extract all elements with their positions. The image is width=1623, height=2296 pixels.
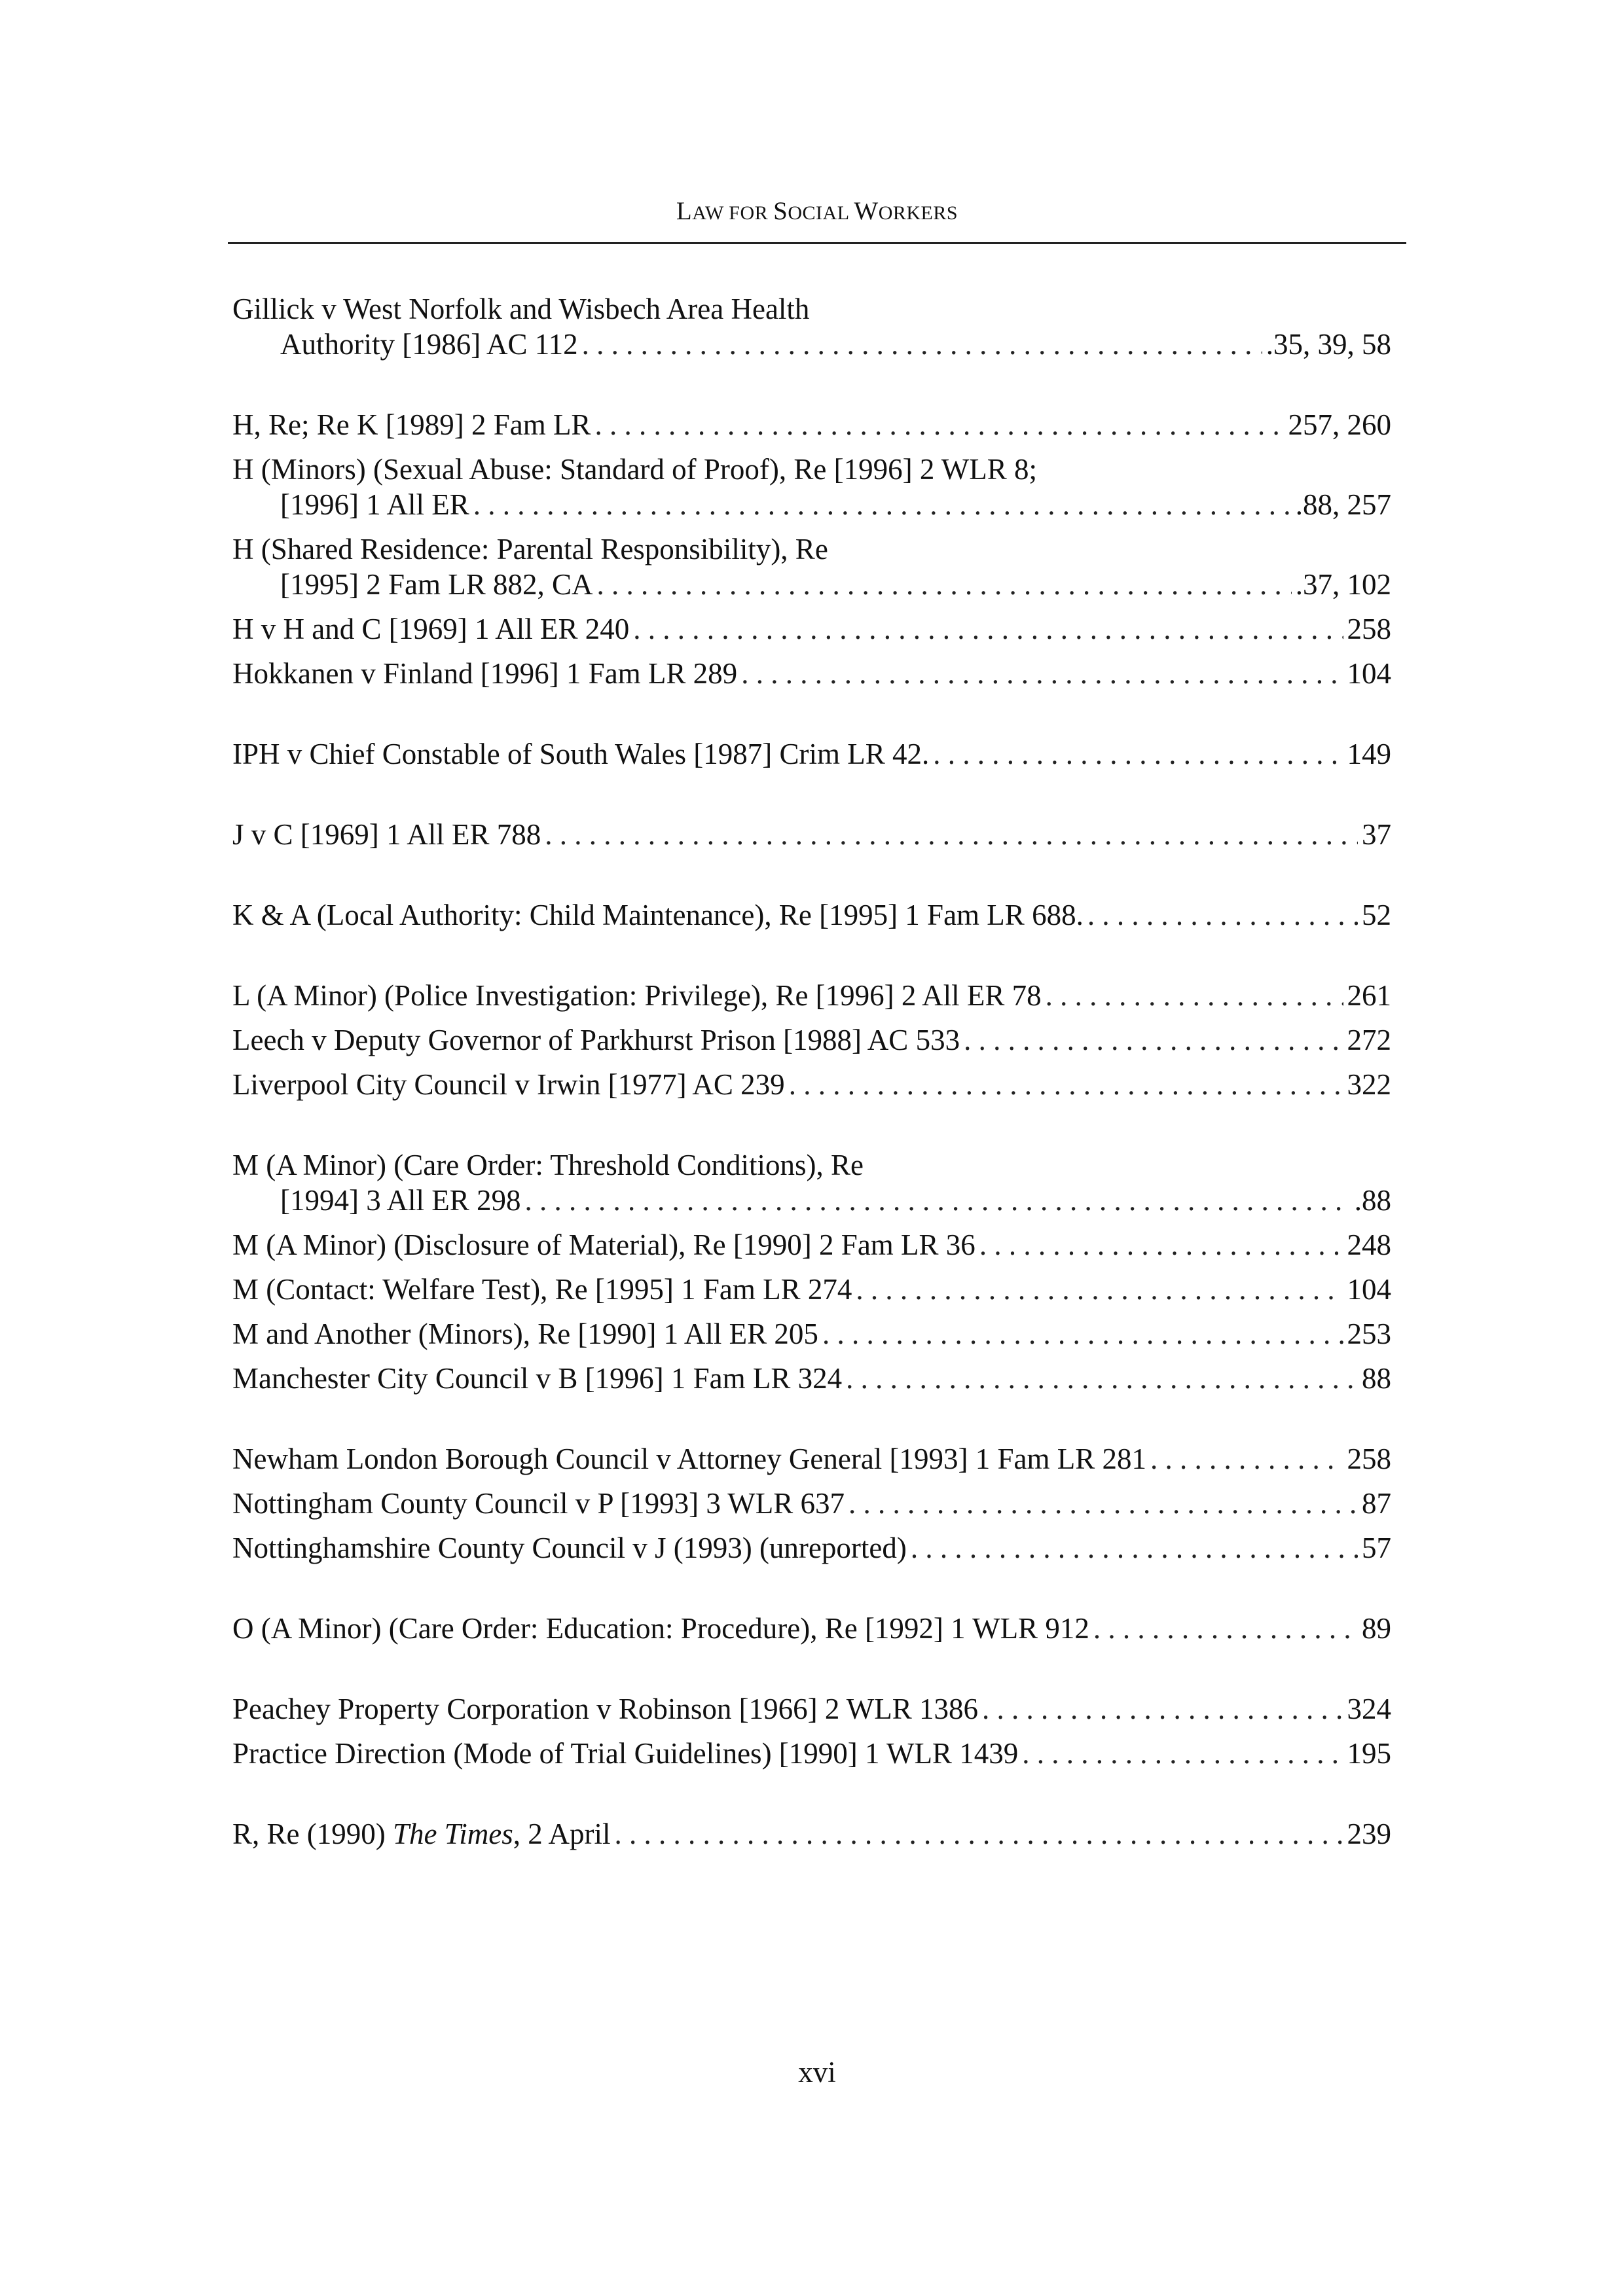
case-citation-line <box>232 736 1391 772</box>
dot-leader <box>525 1183 1351 1218</box>
case-citation-text <box>232 1816 611 1852</box>
case-citation: Manchester City Council v B [1996] 1 Fam LR 324 <box>232 1362 843 1395</box>
case-citation-line <box>232 1530 1391 1566</box>
case-citation-text <box>280 567 593 602</box>
page-references: 258 <box>1347 613 1391 645</box>
case-citation: Nottingham County Council v P [1993] 3 WLR 637 <box>232 1487 845 1520</box>
dot-leader <box>1093 1611 1358 1646</box>
page-references: 261 <box>1347 979 1391 1012</box>
case-entry <box>232 291 1391 362</box>
case-citation: Nottinghamshire County Council v J (1993) (unreported) <box>232 1532 907 1564</box>
dot-leader <box>473 487 1292 522</box>
case-group <box>232 978 1391 1102</box>
case-citation: [1995] 2 Fam LR 882, CA <box>280 568 593 601</box>
page-references: 37 <box>1362 818 1391 851</box>
dot-leader <box>911 1530 1358 1566</box>
dot-leader <box>594 407 1284 442</box>
dot-leader <box>582 327 1262 362</box>
case-group <box>232 1611 1391 1646</box>
case-entry <box>232 1316 1391 1352</box>
page-number: xvi <box>798 2056 836 2089</box>
case-entry <box>232 1067 1391 1102</box>
case-citation-line <box>232 1067 1391 1102</box>
header-initial-l: L <box>676 197 693 225</box>
case-citation-line <box>232 1227 1391 1263</box>
case-group <box>232 1816 1391 1852</box>
page-references: 87 <box>1362 1487 1391 1520</box>
case-citation-text <box>232 1272 852 1307</box>
case-citation-line <box>232 1691 1391 1727</box>
case-citation-text <box>232 1611 1089 1646</box>
case-group <box>232 291 1391 362</box>
dot-leader <box>856 1272 1343 1307</box>
case-citation-line <box>232 567 1391 602</box>
dot-leader <box>741 656 1343 691</box>
running-header <box>228 196 1406 226</box>
page-references: 322 <box>1347 1068 1391 1101</box>
case-citation-text <box>232 1361 842 1396</box>
page-references: .88, 257 <box>1295 488 1391 521</box>
case-citation-line <box>232 1441 1391 1477</box>
page-references: 52 <box>1362 899 1391 931</box>
case-citation-text <box>232 1736 1018 1771</box>
case-citation-line <box>232 487 1391 522</box>
case-group <box>232 897 1391 933</box>
case-citation: O (A Minor) (Care Order: Education: Procedure), Re [1992] 1 WLR 912 <box>232 1612 1089 1645</box>
case-entry <box>232 452 1391 522</box>
dot-leader <box>615 1816 1343 1852</box>
case-citation: Hokkanen v Finland [1996] 1 Fam LR 289 <box>232 657 738 690</box>
case-citation-text <box>232 1227 976 1263</box>
case-citation-text <box>232 817 541 852</box>
page-references: 258 <box>1347 1443 1391 1475</box>
dot-leader <box>846 1361 1358 1396</box>
case-group <box>232 1147 1391 1396</box>
case-entry <box>232 1611 1391 1646</box>
case-citation-text <box>232 1022 960 1058</box>
page-references: 239 <box>1347 1818 1391 1850</box>
case-citation: M and Another (Minors), Re [1990] 1 All ER 205 <box>232 1318 818 1350</box>
case-citation-text <box>232 736 929 772</box>
case-entry <box>232 407 1391 442</box>
dot-leader <box>789 1067 1343 1102</box>
case-citation-line <box>232 1272 1391 1307</box>
header-rule <box>228 242 1406 244</box>
case-citation: Newham London Borough Council v Attorney General [1993] 1 Fam LR 281 <box>232 1443 1147 1475</box>
case-citation: M (Contact: Welfare Test), Re [1995] 1 Fam LR 274 <box>232 1273 852 1306</box>
case-entry <box>232 656 1391 691</box>
case-group <box>232 407 1391 691</box>
page-references: 104 <box>1347 657 1391 690</box>
dot-leader <box>545 817 1358 852</box>
case-entry <box>232 611 1391 647</box>
page-references: .88 <box>1354 1184 1391 1217</box>
page-references: 88 <box>1362 1362 1391 1395</box>
header-smallcaps-orkers: ORKERS <box>878 202 958 224</box>
case-entry <box>232 1486 1391 1521</box>
case-entry <box>232 1272 1391 1307</box>
page-references: 324 <box>1347 1693 1391 1725</box>
case-entry <box>232 1530 1391 1566</box>
case-citation: Liverpool City Council v Irwin [1977] AC 239 <box>232 1068 785 1101</box>
page-references: 195 <box>1347 1737 1391 1770</box>
case-entry <box>232 1736 1391 1771</box>
case-citation: H v H and C [1969] 1 All ER 240 <box>232 613 630 645</box>
page-references: 89 <box>1362 1612 1391 1645</box>
page-references: .35, 39, 58 <box>1266 328 1391 361</box>
case-entry <box>232 817 1391 852</box>
case-citation-text <box>232 897 1084 933</box>
case-citation-line <box>232 611 1391 647</box>
case-citation-suffix: , 2 April <box>513 1818 611 1850</box>
case-citation-line <box>232 1736 1391 1771</box>
dot-leader <box>933 736 1343 772</box>
case-citation: R, Re (1990) <box>232 1818 393 1850</box>
case-citation-text <box>280 1183 521 1218</box>
case-citation-text <box>280 487 469 522</box>
case-citation-italic: The Times <box>392 1818 513 1850</box>
case-citation-line <box>232 327 1391 362</box>
case-group <box>232 1441 1391 1566</box>
case-citation: Peachey Property Corporation v Robinson [1966] 2 WLR 1386 <box>232 1693 979 1725</box>
case-title-line: Gillick v West Norfolk and Wisbech Area Health <box>232 293 810 325</box>
case-citation-text <box>232 1316 818 1352</box>
case-group <box>232 817 1391 852</box>
case-citation-line <box>232 407 1391 442</box>
case-entry <box>232 1227 1391 1263</box>
case-entry <box>232 897 1391 933</box>
case-entry <box>232 1361 1391 1396</box>
page-references: 104 <box>1347 1273 1391 1306</box>
case-entry <box>232 531 1391 602</box>
case-group <box>232 1691 1391 1771</box>
dot-leader <box>633 611 1343 647</box>
case-citation: L (A Minor) (Police Investigation: Privilege), Re [1996] 2 All ER 78 <box>232 979 1042 1012</box>
case-title-line: M (A Minor) (Care Order: Threshold Conditions), Re <box>232 1149 864 1181</box>
table-of-cases <box>232 291 1391 1861</box>
case-entry <box>232 1691 1391 1727</box>
case-entry <box>232 1441 1391 1477</box>
header-initial-w: W <box>854 197 879 225</box>
case-citation-text <box>232 1486 845 1521</box>
case-citation-line <box>232 1316 1391 1352</box>
case-citation-line <box>232 897 1391 933</box>
case-citation-line <box>232 1611 1391 1646</box>
case-citation: Leech v Deputy Governor of Parkhurst Prison [1988] AC 533 <box>232 1024 960 1056</box>
dot-leader <box>597 567 1292 602</box>
case-citation: M (A Minor) (Disclosure of Material), Re [1990] 2 Fam LR 36 <box>232 1229 976 1261</box>
case-citation-line <box>232 1486 1391 1521</box>
case-title-line: H (Shared Residence: Parental Responsibility), Re <box>232 533 828 565</box>
case-citation: Practice Direction (Mode of Trial Guidelines) [1990] 1 WLR 1439 <box>232 1737 1019 1770</box>
case-entry <box>232 1816 1391 1852</box>
case-citation-text <box>232 1441 1146 1477</box>
dot-leader <box>822 1316 1343 1352</box>
case-citation-line <box>232 1361 1391 1396</box>
case-citation: K & A (Local Authority: Child Maintenance), Re [1995] 1 Fam LR 688. <box>232 899 1084 931</box>
case-citation-line <box>232 817 1391 852</box>
case-group <box>232 736 1391 772</box>
page-references: .37, 102 <box>1295 568 1391 601</box>
case-citation: IPH v Chief Constable of South Wales [1987] Crim LR 42. <box>232 738 930 770</box>
case-citation-text <box>232 1530 907 1566</box>
dot-leader <box>1087 897 1358 933</box>
dot-leader <box>964 1022 1343 1058</box>
case-entry <box>232 1022 1391 1058</box>
dot-leader <box>979 1227 1343 1263</box>
dot-leader <box>848 1486 1358 1521</box>
dot-leader <box>1046 978 1343 1013</box>
case-citation-text <box>232 611 629 647</box>
case-citation-line <box>232 656 1391 691</box>
page-references: 253 <box>1347 1318 1391 1350</box>
case-title-line: H (Minors) (Sexual Abuse: Standard of Proof), Re [1996] 2 WLR 8; <box>232 453 1037 486</box>
case-citation: J v C [1969] 1 All ER 788 <box>232 818 541 851</box>
case-citation: [1994] 3 All ER 298 <box>280 1184 521 1217</box>
dot-leader <box>1150 1441 1343 1477</box>
case-citation-text <box>232 656 737 691</box>
case-citation: [1996] 1 All ER <box>280 488 469 521</box>
case-citation-text <box>232 1067 785 1102</box>
case-citation-text <box>232 407 591 442</box>
page-references: 57 <box>1362 1532 1391 1564</box>
header-smallcaps-ocial: OCIAL <box>788 202 854 224</box>
case-entry <box>232 736 1391 772</box>
case-citation-line <box>232 978 1391 1013</box>
page-references: 248 <box>1347 1229 1391 1261</box>
header-initial-s: S <box>773 197 788 225</box>
case-citation-line <box>232 1022 1391 1058</box>
header-smallcaps-aw: AW FOR <box>692 202 774 224</box>
case-citation-line <box>232 1816 1391 1852</box>
page-references: 149 <box>1347 738 1391 770</box>
dot-leader <box>982 1691 1343 1727</box>
case-citation-text <box>232 978 1042 1013</box>
dot-leader <box>1022 1736 1343 1771</box>
page-references: 257, 260 <box>1288 408 1391 441</box>
case-citation-line <box>232 1183 1391 1218</box>
case-citation-text <box>232 1691 978 1727</box>
case-entry <box>232 1147 1391 1218</box>
case-citation: H, Re; Re K [1989] 2 Fam LR <box>232 408 591 441</box>
case-citation: Authority [1986] AC 112 <box>280 328 578 361</box>
page-references: 272 <box>1347 1024 1391 1056</box>
case-entry <box>232 978 1391 1013</box>
case-citation-text <box>280 327 578 362</box>
